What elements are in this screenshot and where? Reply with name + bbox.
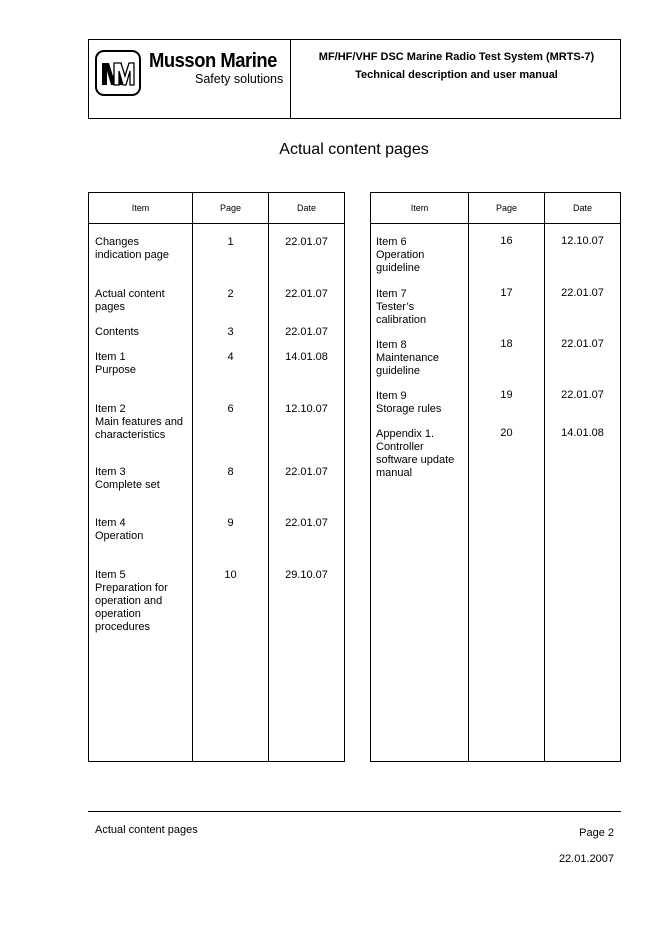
- row-item-name: Item 7 Tester’s calibration: [376, 288, 427, 326]
- table-header-rule: [89, 223, 344, 224]
- footer-section-name: Actual content pages: [95, 824, 198, 836]
- row-page-number: 6: [227, 403, 234, 415]
- row-item-name: Item 5 Preparation for operation and operation procedures: [95, 569, 168, 633]
- row-date: 22.01.07: [561, 389, 604, 401]
- musson-marine-logo: [95, 50, 141, 96]
- row-page-number: 17: [500, 287, 513, 299]
- row-page-number: 19: [500, 389, 513, 401]
- row-date: 14.01.08: [561, 427, 604, 439]
- row-item-name: Appendix 1. Controller software update manual: [376, 428, 455, 479]
- column-divider: [468, 193, 469, 761]
- row-item-name: Item 1 Purpose: [95, 351, 136, 376]
- row-page-number: 16: [500, 235, 513, 247]
- row-item-name: Item 3 Complete set: [95, 466, 160, 491]
- row-page-number: 2: [227, 288, 234, 300]
- column-header-page: Page: [495, 203, 518, 213]
- column-header-item: Item: [410, 203, 429, 213]
- row-item-name: Item 9 Storage rules: [376, 390, 442, 415]
- footer-date: 22.01.2007: [558, 853, 614, 865]
- content-table-left: [88, 192, 345, 762]
- footer-page-number: Page 2: [579, 827, 614, 839]
- row-page-number: 9: [227, 517, 234, 529]
- mm-logo-icon: [97, 52, 139, 94]
- column-divider: [544, 193, 545, 761]
- brand-name: Musson Marine: [149, 50, 277, 72]
- row-date: 22.01.07: [285, 288, 328, 300]
- brand-tagline: Safety solutions: [195, 72, 284, 86]
- column-header-date: Date: [296, 203, 316, 213]
- document-header: [88, 39, 621, 119]
- row-item-name: Contents: [95, 326, 140, 338]
- content-table-right: [370, 192, 621, 762]
- row-page-number: 3: [227, 326, 234, 338]
- row-date: 22.01.07: [561, 287, 604, 299]
- row-item-name: Item 8 Maintenance guideline: [376, 339, 439, 377]
- row-date: 22.01.07: [561, 338, 604, 350]
- row-date: 12.10.07: [561, 235, 604, 247]
- row-item-name: Item 4 Operation: [95, 517, 144, 542]
- row-date: 12.10.07: [285, 403, 328, 415]
- row-page-number: 1: [227, 236, 234, 248]
- document-manual-title: Technical description and user manual: [355, 69, 558, 81]
- row-item-name: Item 2 Main features and characteristics: [95, 403, 184, 441]
- row-date: 22.01.07: [285, 236, 328, 248]
- row-page-number: 18: [500, 338, 513, 350]
- column-header-item: Item: [131, 203, 150, 213]
- column-header-date: Date: [572, 203, 592, 213]
- row-date: 22.01.07: [285, 326, 328, 338]
- footer-rule: [88, 811, 621, 812]
- row-date: 22.01.07: [285, 466, 328, 478]
- row-item-name: Changes indication page: [95, 236, 170, 261]
- table-header-rule: [371, 223, 620, 224]
- row-date: 14.01.08: [285, 351, 328, 363]
- row-page-number: 20: [500, 427, 513, 439]
- row-page-number: 10: [224, 569, 237, 581]
- row-page-number: 8: [227, 466, 234, 478]
- row-date: 22.01.07: [285, 517, 328, 529]
- row-item-name: Actual content pages: [95, 288, 165, 313]
- page-title: Actual content pages: [279, 141, 429, 158]
- row-page-number: 4: [227, 351, 234, 363]
- row-item-name: Item 6 Operation guideline: [376, 236, 425, 274]
- row-date: 29.10.07: [285, 569, 328, 581]
- column-header-page: Page: [219, 203, 242, 213]
- document-system-title: MF/HF/VHF DSC Marine Radio Test System (MRTS-7): [318, 51, 595, 63]
